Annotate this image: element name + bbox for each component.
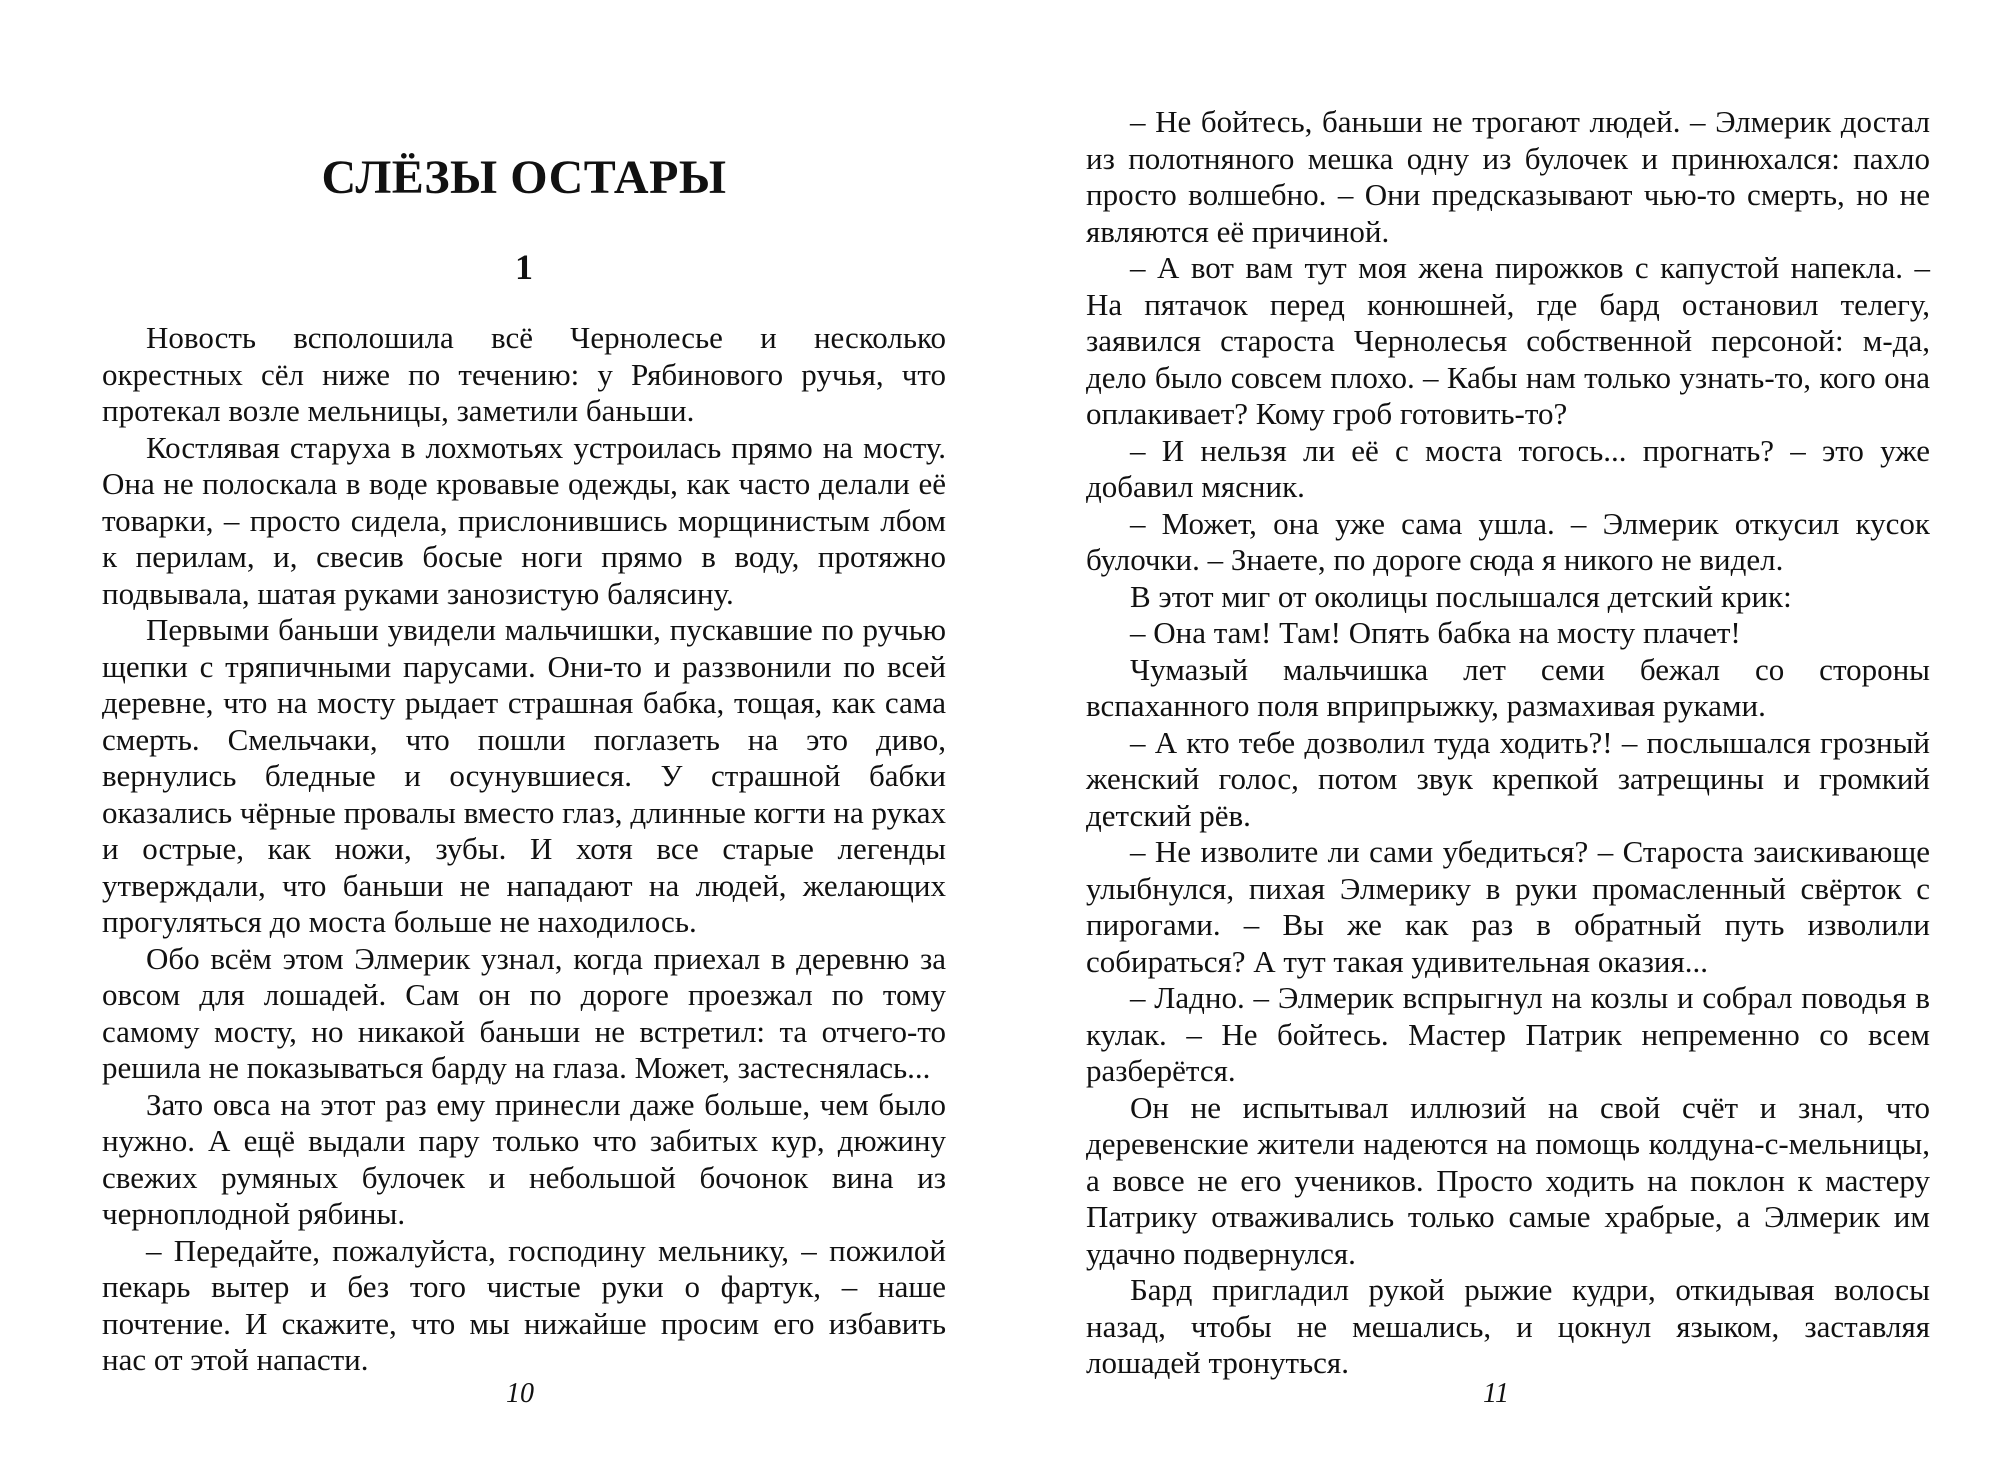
paragraph: Обо всём этом Элмерик узнал, когда приехал в деревню за овсом для лошадей. Сам он по дороге проезжал по тому самому мосту, но никакой баньши не встретил: та отчего-то решила не показываться барду на глаза. Может, застеснялась... [102,940,946,1085]
paragraph: Первыми баньши увидели мальчишки, пускавшие по ручью щепки с тряпичными парусами. Они-то и раззвонили по всей деревне, что на мосту рыдает страшная бабка, тощая, как сама смерть. Смельчаки, что пошли поглазеть на это диво, вернулись бледные и осунувшиеся. У страшной бабки оказались чёрные провалы вместо глаз, длинные когти на руках и острые, как ножи, зубы. И хотя все старые легенды утверждали, что баньши не нападают на людей, желающих прогуляться до моста больше не находилось. [102,612,946,939]
chapter-number: 1 [515,247,533,287]
chapter-title: СЛЁЗЫ ОСТАРЫ [321,151,727,204]
paragraph: – Не изволите ли сами убедиться? – Староста заискивающе улыбнулся, пихая Элмерику в руки промасленный свёрток с пирогами. – Вы же как раз в обратный путь изволили собираться? А тут такая удивительная оказия... [1086,834,1930,979]
paragraph: – Передайте, пожалуйста, господину мельнику, – пожилой пекарь вытер и без того чистые руки о фартук, – наше почтение. И скажите, что мы нижайше просим его избавить нас от этой напасти. [102,1232,946,1377]
page-number-right: 11 [1483,1378,1509,1409]
paragraph: Костлявая старуха в лохмотьях устроилась прямо на мосту. Она не полоскала в воде кровавые одежды, как часто делали её товарки, – просто сидела, прислонившись морщинистым лбом к перилам, и, свесив босые ноги прямо в воду, протяжно подвывала, шатая руками занозистую балясину. [102,429,946,611]
right-text-column [1086,104,1930,1382]
paragraph: Бард пригладил рукой рыжие кудри, откидывая волосы назад, чтобы не мешались, и цокнул языком, заставляя лошадей тронуться. [1086,1272,1930,1380]
paragraph: Зато овса на этот раз ему принесли даже больше, чем было нужно. А ещё выдали пару только что забитых кур, дюжину свежих румяных булочек и небольшой бочонок вина из черноплодной рябины. [102,1086,946,1231]
paragraph: – Она там! Там! Опять бабка на мосту плачет! [1130,615,1741,650]
paragraph: В этот миг от околицы послышался детский крик: [1130,578,1792,614]
paragraph: Он не испытывал иллюзий на свой счёт и знал, что деревенские жители надеются на помощь колдуна-с-мельницы, а вовсе не его учеников. Просто ходить на поклон к мастеру Патрику отваживались только самые храбрые, а Элмерик им удачно подвернулся. [1086,1089,1930,1271]
paragraph: – Не бойтесь, баньши не трогают людей. – Элмерик достал из полотняного мешка одну из булочек и принюхался: пахло просто волшебно. – Они предсказывают чью-то смерть, но не являются её причиной. [1086,104,1930,249]
left-text-column [102,320,946,1379]
right-page [1000,0,2000,1461]
paragraph: Новость всполошила всё Чернолесье и несколько окрестных сёл ниже по течению: у Рябинового ручья, что протекал возле мельницы, заметили баньши. [102,320,946,428]
paragraph: Чумазый мальчишка лет семи бежал со стороны вспаханного поля вприпрыжку, размахивая руками. [1086,651,1930,723]
paragraph: – А кто тебе дозволил туда ходить?! – послышался грозный женский голос, потом звук крепкой затрещины и громкий детский рёв. [1086,724,1930,833]
paragraph: – Может, она уже сама ушла. – Элмерик откусил кусок булочки. – Знаете, по дороге сюда я никого не видел. [1086,505,1930,577]
paragraph: – Ладно. – Элмерик вспрыгнул на козлы и собрал поводья в кулак. – Не бойтесь. Мастер Патрик непременно со всем разберётся. [1086,980,1930,1088]
paragraph: – А вот вам тут моя жена пирожков с капустой напекла. – На пятачок перед конюшней, где бард остановил телегу, заявился староста Чернолесья собственной персоной: м-да, дело было совсем плохо. – Кабы нам только узнать-то, кого она оплакивает? Кому гроб готовить-то? [1086,250,1930,431]
page-number-left: 10 [506,1378,534,1409]
paragraph: – И нельзя ли её с моста тогось... прогнать? – это уже добавил мясник. [1086,432,1930,504]
